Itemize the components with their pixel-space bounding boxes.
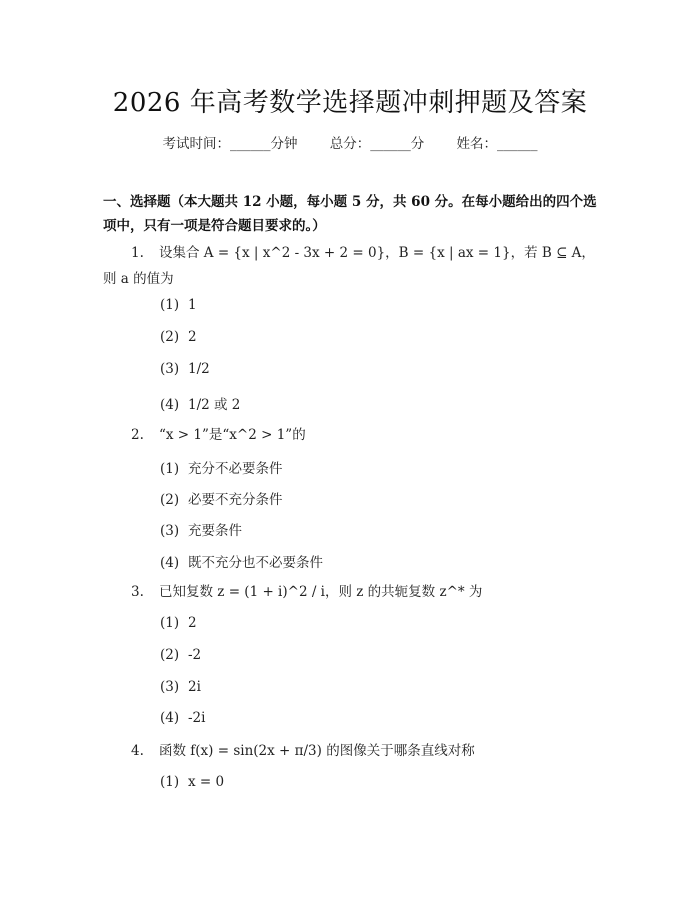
exam-time-field: 考试时间：______分钟 [162, 136, 298, 152]
exam-info-line [0, 132, 700, 152]
option-text: 2i [188, 679, 201, 695]
total-score-field: 总分：______分 [329, 136, 425, 152]
option-label: (4) [160, 397, 180, 413]
option-label: (1) [160, 774, 180, 790]
question-4 [131, 738, 601, 764]
option-item [160, 361, 210, 377]
question-number: 1. [131, 245, 144, 261]
option-label: (3) [160, 523, 180, 539]
question-2 [131, 422, 601, 448]
section-heading [103, 190, 603, 238]
option-label: (1) [160, 461, 180, 477]
option-text: 充分不必要条件 [188, 461, 283, 477]
question-number: 2. [131, 427, 144, 443]
option-label: (1) [160, 297, 180, 313]
option-item [160, 679, 201, 695]
option-text: -2 [188, 647, 202, 663]
question-text: 设集合 A = {x | x^2 - 3x + 2 = 0}，B = {x | ax = 1}，若 B ⊆ A， [159, 245, 595, 261]
option-item [160, 488, 283, 508]
option-item [160, 551, 323, 571]
option-item [160, 457, 283, 477]
option-label: (1) [160, 615, 180, 631]
option-text: 2 [188, 615, 197, 631]
option-label: (2) [160, 492, 180, 508]
student-name-field: 姓名：______ [456, 136, 538, 152]
question-text: 已知复数 z = (1 + i)^2 / i，则 z 的共轭复数 z^* 为 [159, 584, 483, 600]
question-3 [131, 579, 601, 605]
option-item [160, 297, 197, 313]
option-item [160, 329, 197, 345]
option-item [160, 774, 224, 790]
option-item [160, 710, 205, 726]
question-number: 4. [131, 743, 144, 759]
question-1-continuation [103, 266, 603, 292]
option-text: 1/2 或 2 [188, 397, 241, 413]
option-item [160, 519, 242, 539]
section-heading-line: 一、选择题（本大题共 12 小题，每小题 5 分，共 60 分。在每小题给出的四个选 [103, 194, 597, 210]
option-label: (2) [160, 647, 180, 663]
option-item [160, 615, 197, 631]
option-text: 必要不充分条件 [188, 492, 283, 508]
option-item [160, 393, 240, 413]
option-text: 既不充分也不必要条件 [188, 555, 323, 571]
option-text: -2i [188, 710, 206, 726]
question-text: 函数 f(x) = sin(2x + π/3) 的图像关于哪条直线对称 [159, 743, 475, 759]
question-text: “x > 1”是“x^2 > 1”的 [159, 427, 306, 443]
option-label: (4) [160, 710, 180, 726]
question-1 [131, 240, 601, 266]
option-text: x = 0 [188, 774, 225, 790]
question-number: 3. [131, 584, 144, 600]
option-label: (2) [160, 329, 180, 345]
option-text: 1/2 [188, 361, 210, 377]
option-label: (3) [160, 361, 180, 377]
option-text: 2 [188, 329, 197, 345]
section-heading-line: 项中，只有一项是符合题目要求的。） [103, 218, 326, 234]
option-text: 1 [188, 297, 197, 313]
option-label: (3) [160, 679, 180, 695]
option-label: (4) [160, 555, 180, 571]
page-title: 2026 年高考数学选择题冲刺押题及答案 [112, 88, 588, 118]
question-text: 则 a 的值为 [103, 271, 174, 287]
option-text: 充要条件 [188, 523, 242, 539]
option-item [160, 647, 201, 663]
